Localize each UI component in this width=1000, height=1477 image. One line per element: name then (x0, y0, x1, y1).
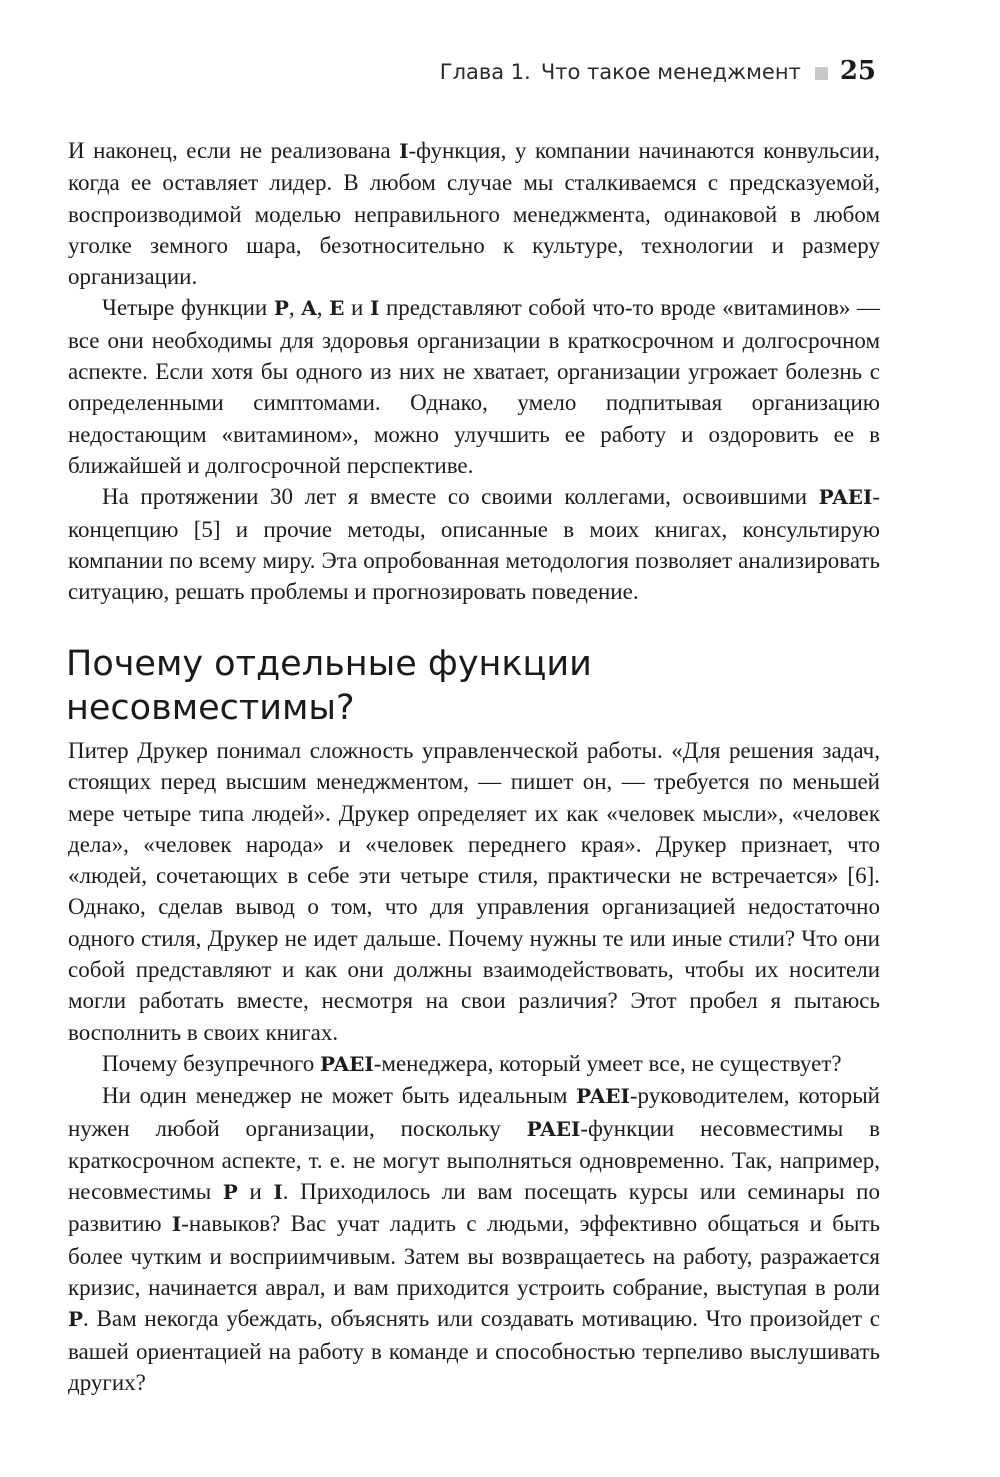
text-run: и (237, 1179, 274, 1205)
function-letter: I (399, 139, 409, 163)
function-letter: I (273, 1180, 283, 1205)
text-run: Ни один менеджер не может быть идеальным (102, 1083, 577, 1109)
function-letter: PAEI (576, 1084, 630, 1109)
text-run: . Приходилось ли вам посещать курсы или семинары по развитию (68, 1179, 880, 1237)
running-header (440, 56, 876, 86)
function-letter: I (171, 1212, 182, 1237)
body-text-bottom (68, 735, 880, 1398)
text-run: -функции несовместимы в краткосрочном аспекте, т. е. не могут выполняться одновременно. Так, например, несовместимы (68, 1115, 880, 1205)
chapter-title: Что такое менеджмент (540, 60, 801, 84)
text-run: . Вам некогда убеждать, объяснять или создавать мотивацию. Что произойдет с вашей ориентацией на работу в команде и способностью терпеливо выслушивать других? (68, 1306, 880, 1395)
function-letter: E (329, 296, 345, 321)
paragraph (68, 735, 880, 1048)
function-letter: P (273, 296, 289, 321)
paragraph (68, 481, 880, 607)
text-run: Почему безупречного (102, 1050, 321, 1076)
text-run: -менеджера, который умеет все, не существует? (373, 1050, 842, 1076)
text-run: -концепцию [5] и прочие методы, описанные в моих книгах, консультирую компании по всему миру. Эта опробованная методология позволяет анализировать ситуацию, решать проблемы и прогнозировать поведение. (68, 484, 880, 605)
text-run: Четыре функции (102, 295, 274, 321)
text-run: и (344, 295, 370, 321)
paragraph (68, 135, 880, 292)
function-letter: A (301, 296, 317, 321)
function-letter: PAEI (320, 1051, 374, 1076)
paragraph (68, 1080, 880, 1398)
paragraph (68, 1048, 880, 1080)
function-letter: PAEI (526, 1116, 581, 1141)
text-run: -навыков? Вас учат ладить с людьми, эффективно общаться и быть более чутким и восприимчивым. Затем вы возвращаетесь на работу, разражается кризис, начинается аврал, и вам приходится устроить собрание, выступая в роли (68, 1211, 880, 1301)
paragraph (68, 292, 880, 481)
text-run: -руководителем, который нужен любой организации, поскольку (68, 1083, 880, 1141)
section-heading-line-1: Почему отдельные функции (66, 644, 592, 684)
section-heading (66, 642, 846, 730)
page-number: 25 (839, 56, 876, 86)
chapter-label: Глава 1. (439, 60, 531, 84)
text-run: -функция, у компании начинаются конвульсии, когда ее оставляет лидер. В любом случае мы сталкиваемся с предсказуемой, воспроизводимой моделью неправильного менеджмента, одинаковой в любом уголке земного шара, безотносительно к культуре, технологии и размеру организации. (68, 138, 881, 290)
text-run: , (316, 295, 330, 321)
function-letter: I (369, 296, 380, 321)
text-run: представляют собой что-то вроде «витаминов» — все они необходимы для здоровья организации в краткосрочном и долгосрочном аспекте. Если хотя бы одного из них не хватает, организации угрожает болезнь с определенными симптомами. Однако, умело подпитывая организацию недостающим «витамином», можно улучшить ее работу и оздоровить ее в ближайшей и долгосрочной перспективе. (68, 295, 881, 478)
body-text-top (68, 135, 880, 607)
function-letter: PAEI (818, 485, 873, 510)
section-heading-line-2: несовместимы? (66, 688, 355, 728)
text-run: , (288, 295, 302, 321)
page-marker-square (815, 67, 828, 80)
function-letter: P (222, 1180, 238, 1205)
text-run: И наконец, если не реализована (68, 138, 400, 163)
function-letter: P (68, 1307, 84, 1332)
text-run: Питер Друкер понимал сложность управленческой работы. «Для решения задач, стоящих перед высшим менеджментом, — пишет он, — требуется по меньшей мере четыре типа людей». Друкер определяет их как «человек мысли», «человек дела», «человек народа» и «человек переднего края». Друкер признает, что «людей, сочетающих в себе эти четыре стиля, практически не встречается» [6]. Однако, сделав вывод о том, что для управления организацией недостаточно одного стиля, Друкер не идет дальше. Почему нужны те или иные стили? Что они собой представляют и как они должны взаимодействовать, чтобы их носители могли работать вместе, несмотря на свои различия? Этот пробел я пытаюсь восполнить в своих книгах. (68, 738, 880, 1045)
text-run: На протяжении 30 лет я вместе со своими коллегами, освоившими (102, 484, 819, 510)
